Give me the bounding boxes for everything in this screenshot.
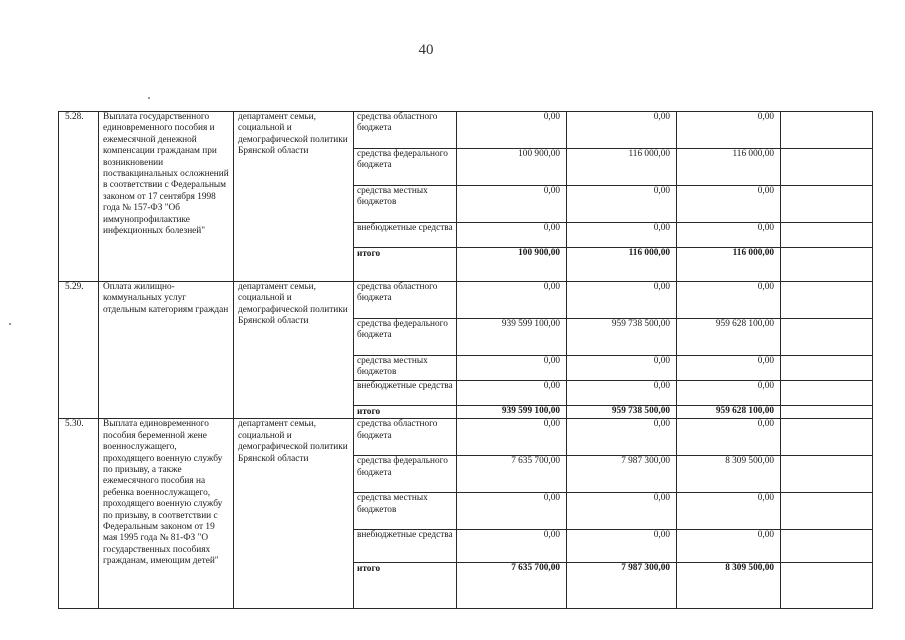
amount-v1: 0,00	[457, 493, 567, 530]
amount-v1: 7 635 700,00	[457, 563, 567, 609]
amount-v3: 116 000,00	[677, 248, 781, 282]
amount-v1: 0,00	[457, 530, 567, 563]
scan-speck	[9, 323, 11, 325]
amount-v2: 959 738 500,00	[567, 319, 677, 356]
empty-cell	[781, 282, 873, 319]
amount-v3: 0,00	[677, 282, 781, 319]
item-number: 5.30.	[59, 419, 99, 609]
amount-v3: 959 628 100,00	[677, 319, 781, 356]
empty-cell	[781, 381, 873, 406]
table-body	[59, 112, 873, 609]
executor: департамент семьи, социальной и демографической политики Брянской области	[234, 419, 354, 609]
amount-v3: 0,00	[677, 381, 781, 406]
empty-cell	[781, 223, 873, 248]
amount-v2: 0,00	[567, 381, 677, 406]
amount-v2: 0,00	[567, 186, 677, 223]
page-number: 40	[418, 42, 434, 58]
budget-table	[58, 111, 873, 609]
amount-v1: 0,00	[457, 419, 567, 456]
amount-v2: 0,00	[567, 112, 677, 149]
amount-v1: 939 599 100,00	[457, 406, 567, 419]
amount-v1: 939 599 100,00	[457, 319, 567, 356]
funding-source: внебюджетные средства	[354, 530, 457, 563]
amount-v3: 959 628 100,00	[677, 406, 781, 419]
amount-v3: 0,00	[677, 356, 781, 381]
amount-v2: 0,00	[567, 223, 677, 248]
empty-cell	[781, 112, 873, 149]
item-number: 5.29.	[59, 282, 99, 419]
amount-v2: 0,00	[567, 282, 677, 319]
amount-v1: 0,00	[457, 381, 567, 406]
executor: департамент семьи, социальной и демографической политики Брянской области	[234, 282, 354, 419]
amount-v3: 8 309 500,00	[677, 456, 781, 493]
empty-cell	[781, 530, 873, 563]
item-name: Выплата государственного единовременного пособия и ежемесячной денежной компенсации гражданам при возникновении поствакцинальных осложнений в соответствии с Федеральным законом от 17 сентября 1998 года № 157-ФЗ "Об иммунопрофилактике инфекционных болезней"	[99, 112, 234, 282]
amount-v3: 116 000,00	[677, 149, 781, 186]
empty-cell	[781, 406, 873, 419]
funding-source: внебюджетные средства	[354, 223, 457, 248]
funding-source: средства федерального бюджета	[354, 319, 457, 356]
amount-v1: 7 635 700,00	[457, 456, 567, 493]
funding-source: средства местных бюджетов	[354, 186, 457, 223]
table-row	[59, 419, 873, 456]
amount-v2: 0,00	[567, 419, 677, 456]
empty-cell	[781, 186, 873, 223]
amount-v1: 0,00	[457, 112, 567, 149]
empty-cell	[781, 493, 873, 530]
amount-v3: 0,00	[677, 493, 781, 530]
funding-source: итого	[354, 406, 457, 419]
item-name: Выплата единовременного пособия беременной жене военнослужащего, проходящего военную службу по призыву, а также ежемесячного пособия на ребенка военнослужащего, проходящего военную службу по призыву, в соответствии с Федеральным законом от 19 мая 1995 года № 81-ФЗ "О государственных пособиях гражданам, имеющим детей"	[99, 419, 234, 609]
amount-v2: 7 987 300,00	[567, 563, 677, 609]
table-row	[59, 282, 873, 319]
amount-v3: 8 309 500,00	[677, 563, 781, 609]
empty-cell	[781, 319, 873, 356]
table-row	[59, 112, 873, 149]
funding-source: итого	[354, 248, 457, 282]
amount-v2: 959 738 500,00	[567, 406, 677, 419]
amount-v3: 0,00	[677, 530, 781, 563]
scan-speck	[148, 97, 150, 99]
funding-source: средства областного бюджета	[354, 112, 457, 149]
empty-cell	[781, 456, 873, 493]
amount-v2: 0,00	[567, 530, 677, 563]
amount-v1: 0,00	[457, 186, 567, 223]
empty-cell	[781, 248, 873, 282]
empty-cell	[781, 419, 873, 456]
funding-source: итого	[354, 563, 457, 609]
amount-v1: 100 900,00	[457, 248, 567, 282]
funding-source: средства федерального бюджета	[354, 149, 457, 186]
amount-v1: 0,00	[457, 223, 567, 248]
amount-v2: 0,00	[567, 493, 677, 530]
amount-v1: 0,00	[457, 282, 567, 319]
empty-cell	[781, 356, 873, 381]
amount-v2: 0,00	[567, 356, 677, 381]
amount-v2: 7 987 300,00	[567, 456, 677, 493]
empty-cell	[781, 563, 873, 609]
amount-v3: 0,00	[677, 419, 781, 456]
amount-v3: 0,00	[677, 223, 781, 248]
amount-v2: 116 000,00	[567, 149, 677, 186]
funding-source: средства областного бюджета	[354, 282, 457, 319]
funding-source: средства федерального бюджета	[354, 456, 457, 493]
amount-v1: 100 900,00	[457, 149, 567, 186]
funding-source: средства местных бюджетов	[354, 356, 457, 381]
funding-source: средства местных бюджетов	[354, 493, 457, 530]
item-name: Оплата жилищно-коммунальных услуг отдельным категориям граждан	[99, 282, 234, 419]
item-number: 5.28.	[59, 112, 99, 282]
funding-source: средства областного бюджета	[354, 419, 457, 456]
funding-source: внебюджетные средства	[354, 381, 457, 406]
amount-v1: 0,00	[457, 356, 567, 381]
amount-v3: 0,00	[677, 186, 781, 223]
executor: департамент семьи, социальной и демографической политики Брянской области	[234, 112, 354, 282]
empty-cell	[781, 149, 873, 186]
amount-v2: 116 000,00	[567, 248, 677, 282]
amount-v3: 0,00	[677, 112, 781, 149]
